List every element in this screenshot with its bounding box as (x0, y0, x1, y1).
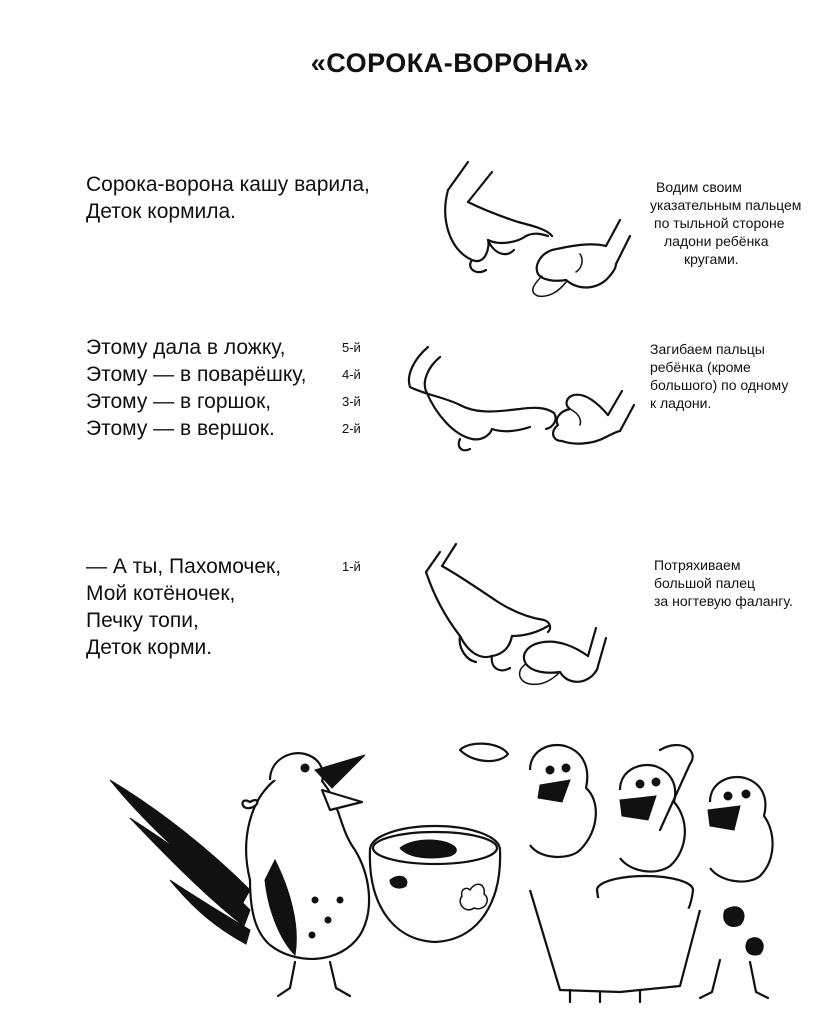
finger-mark: 2-й (342, 421, 361, 436)
verse-line: Мой котёночек, (86, 582, 236, 605)
note-line: за ногтевую фалангу. (654, 593, 793, 609)
verse-line: Этому — в поварёшку, (86, 363, 307, 386)
verse-line: Сорока-ворона кашу варила, (86, 173, 370, 196)
finger-mark: 1-й (342, 559, 361, 574)
instruction-note-3 (654, 556, 840, 610)
note-line: ребёнка (кроме (650, 359, 751, 375)
note-line: по тыльной стороне (654, 215, 785, 231)
finger-mark: 5-й (342, 340, 361, 355)
note-line: Потряхиваем (654, 557, 741, 573)
finger-marks-stanza-3 (342, 553, 361, 580)
note-line: большой палец (654, 575, 756, 591)
magpie-feeding-chicks-illustration (100, 740, 820, 1005)
verse-line: — А ты, Пахомочек, (86, 555, 282, 578)
finger-mark: 3-й (342, 394, 361, 409)
instruction-note-1 (650, 178, 840, 268)
hands-shaking-thumb-illustration (420, 536, 610, 696)
page-title: «СОРОКА-ВОРОНА» (310, 48, 590, 78)
verse-stanza-1 (86, 171, 370, 225)
note-line: ладони ребёнка (664, 233, 769, 249)
finger-mark: 4-й (342, 367, 361, 382)
hands-folding-fingers-illustration (400, 335, 640, 460)
verse-line: Этому — в горшок, (86, 390, 272, 413)
verse-stanza-2 (86, 334, 307, 442)
verse-line: Этому — в вершок. (86, 417, 275, 440)
hands-circling-illustration (430, 150, 635, 310)
verse-line: Деток кормила. (86, 200, 237, 223)
note-line: Водим своим (656, 179, 742, 195)
note-line: кругами. (684, 251, 739, 267)
verse-stanza-3 (86, 553, 281, 661)
instruction-note-2 (650, 340, 840, 412)
note-line: большого) по одному (650, 377, 789, 393)
finger-marks-stanza-2 (342, 334, 361, 442)
note-line: к ладони. (650, 395, 712, 411)
verse-line: Этому дала в ложку, (86, 336, 286, 359)
note-line: указательным пальцем (650, 197, 802, 213)
verse-line: Печку топи, (86, 609, 199, 632)
verse-line: Деток корми. (86, 636, 213, 659)
note-line: Загибаем пальцы (650, 341, 765, 357)
